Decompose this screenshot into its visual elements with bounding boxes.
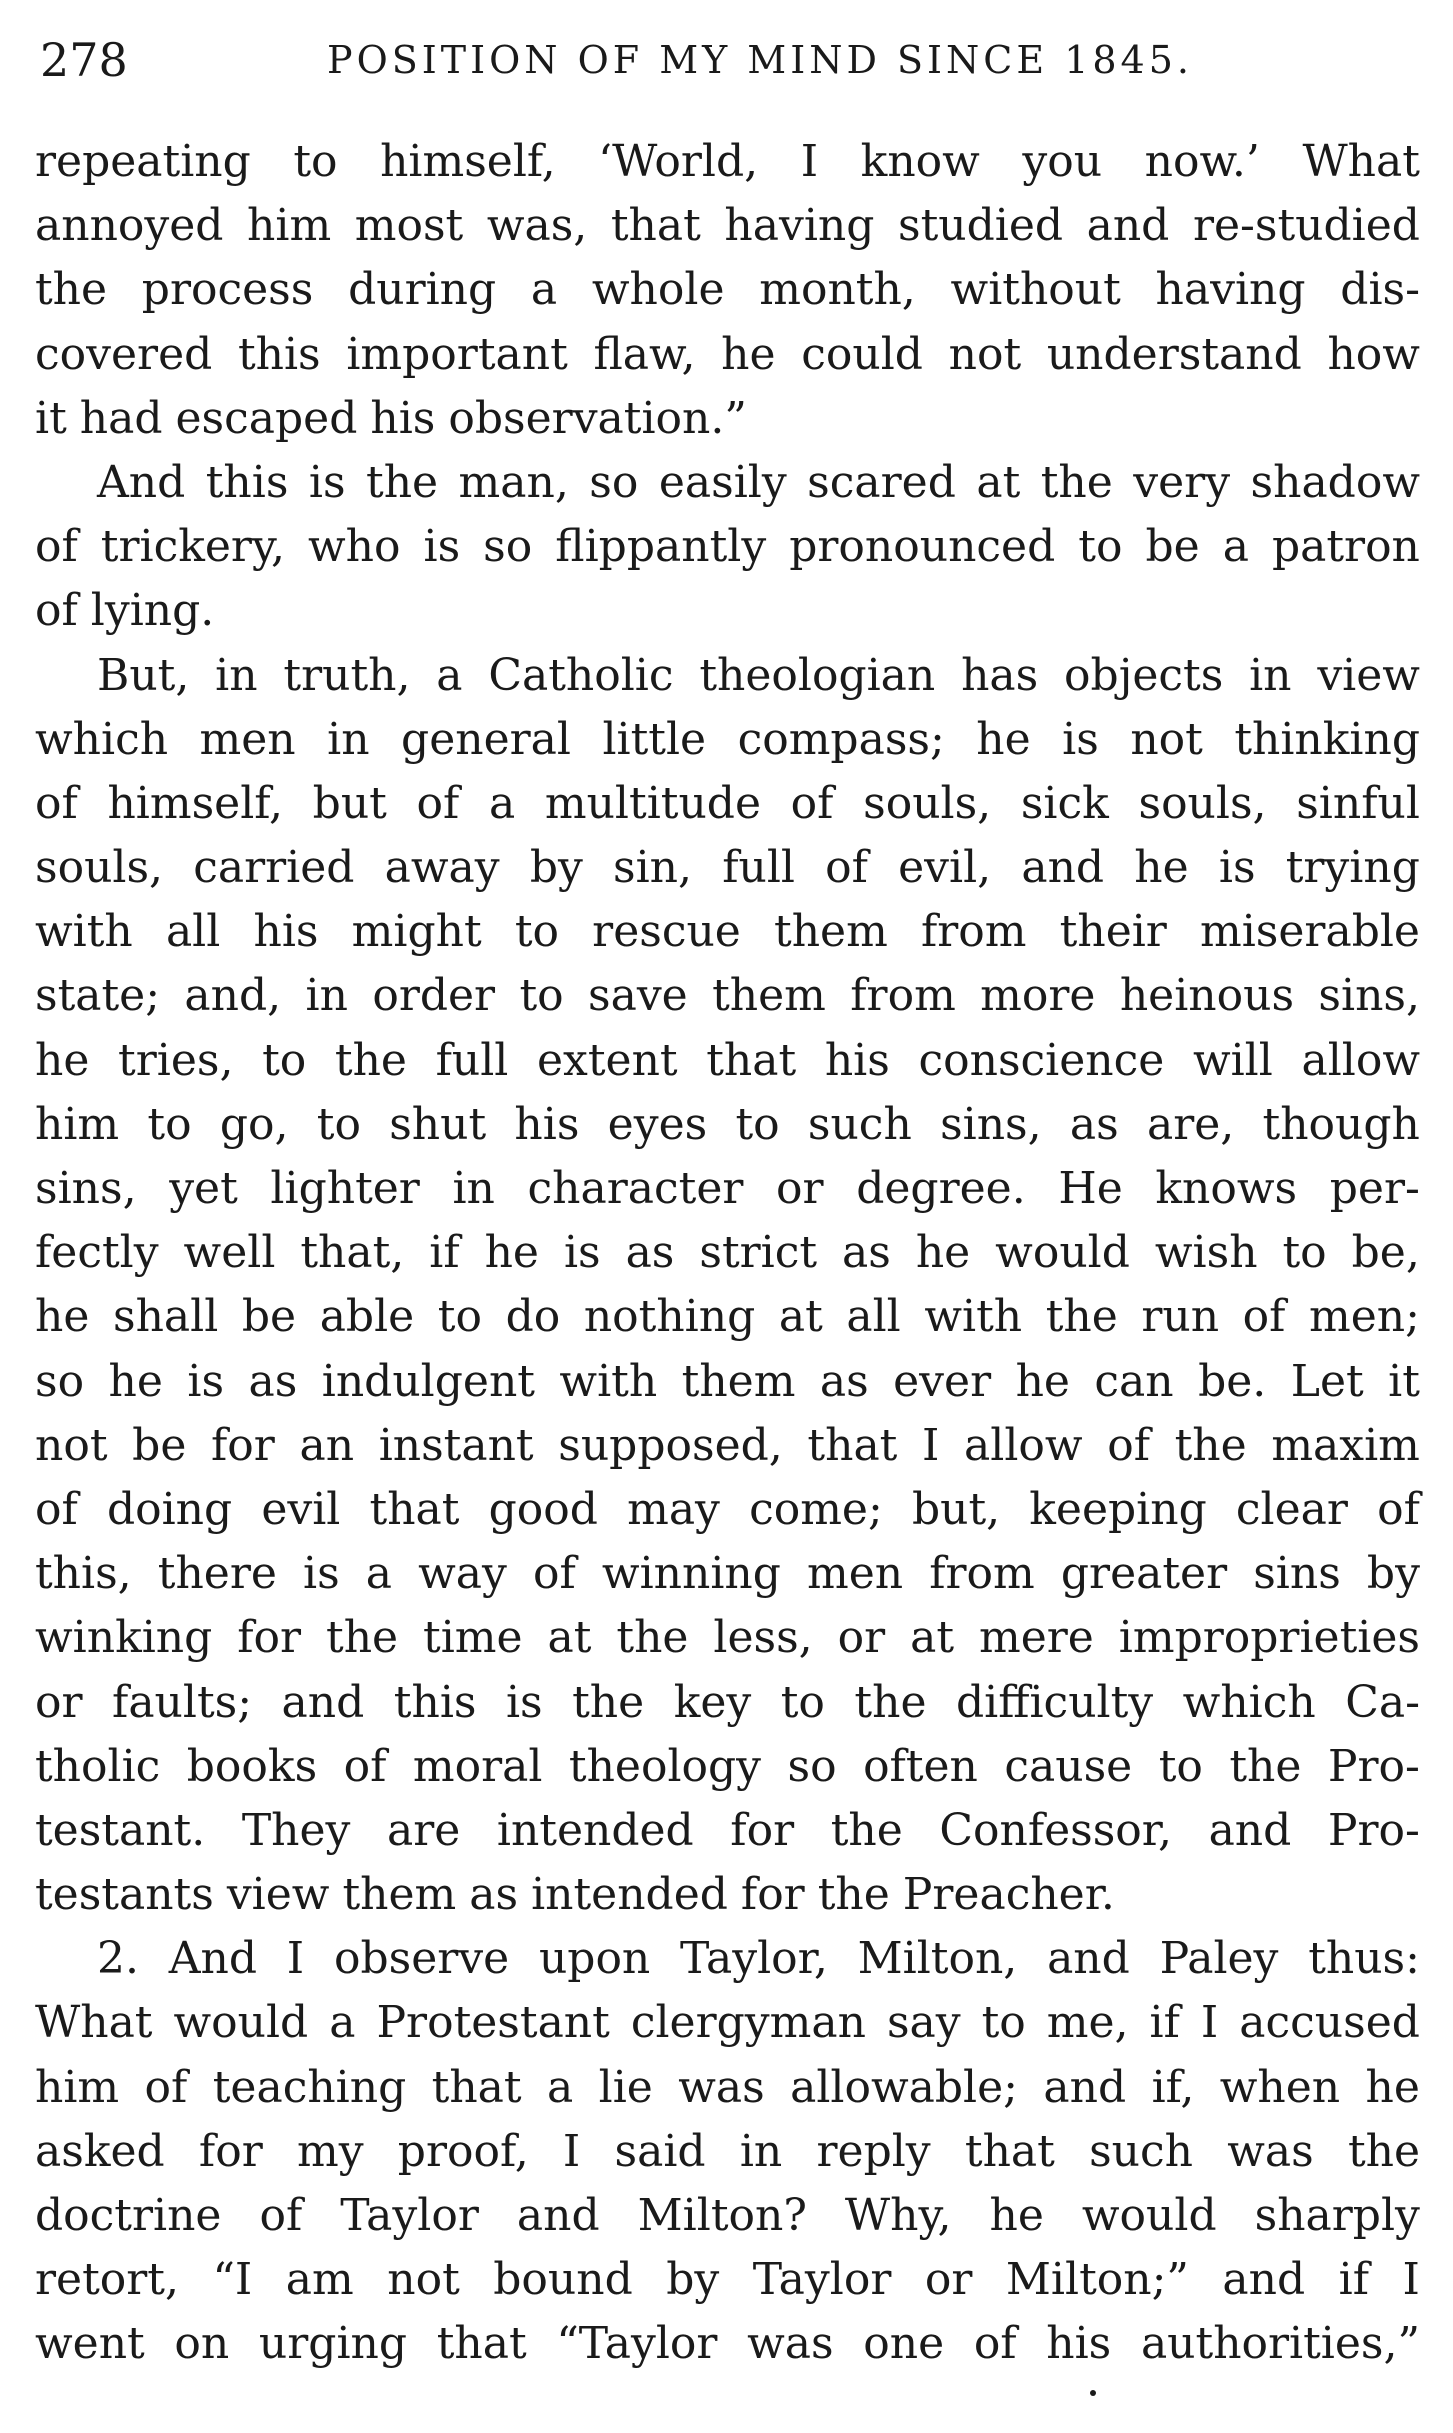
text-line: or faults; and this is the key to the difficulty which Ca- — [35, 1676, 1420, 1728]
page-number: 278 — [40, 33, 128, 87]
text-line: with all his might to rescue them from their miserable — [35, 906, 1420, 958]
text-line: him to go, to shut his eyes to such sins, as are, though — [35, 1098, 1420, 1150]
text-line: so he is as indulgent with them as ever he can be. Let it — [35, 1355, 1420, 1407]
text-line: him of teaching that a lie was allowable; and if, when he — [35, 2061, 1420, 2113]
text-line: covered this important flaw, he could not understand how — [35, 328, 1420, 380]
text-line: of himself, but of a multitude of souls, sick souls, sinful — [35, 777, 1420, 829]
text-line: testant. They are intended for the Confessor, and Pro- — [35, 1804, 1420, 1856]
running-head — [40, 30, 1420, 90]
text-line: of lying. — [35, 585, 215, 637]
text-line: souls, carried away by sin, full of evil, and he is trying — [35, 842, 1420, 894]
text-line: which men in general little compass; he is not thinking — [35, 713, 1420, 765]
text-line: retort, “I am not bound by Taylor or Milton;” and if I — [35, 2254, 1420, 2306]
ink-speck — [1090, 2390, 1096, 2396]
text-line: annoyed him most was, that having studied and re-studied — [35, 200, 1420, 252]
text-line: What would a Protestant clergyman say to me, if I accused — [35, 1997, 1420, 2049]
text-line: asked for my proof, I said in reply that such was the — [35, 2125, 1420, 2177]
text-line: doctrine of Taylor and Milton? Why, he would sharply — [35, 2190, 1420, 2241]
text-line: tholic books of moral theology so often cause to the Pro- — [35, 1740, 1420, 1792]
text-line: he tries, to the full extent that his conscience will allow — [35, 1034, 1420, 1086]
text-line: not be for an instant supposed, that I allow of the maxim — [35, 1419, 1420, 1471]
text-line: testants view them as intended for the Preacher. — [35, 1869, 1115, 1921]
text-line: the process during a whole month, without having dis- — [35, 264, 1420, 316]
text-line: state; and, in order to save them from more heinous sins, — [35, 970, 1420, 1022]
text-line: it had escaped his observation.” — [35, 392, 747, 444]
text-line: went on urging that “Taylor was one of his authorities,” — [35, 2318, 1420, 2370]
text-line: 2. And I observe upon Taylor, Milton, and Paley thus: — [97, 1933, 1420, 1985]
text-line: of trickery, who is so flippantly pronounced to be a patron — [35, 521, 1420, 573]
text-line: fectly well that, if he is as strict as he would wish to be, — [35, 1227, 1420, 1279]
text-line: this, there is a way of winning men from greater sins by — [35, 1548, 1420, 1600]
text-line: sins, yet lighter in character or degree. He knows per- — [35, 1163, 1420, 1214]
running-title: POSITION OF MY MIND SINCE 1845. — [327, 38, 1193, 82]
text-line: he shall be able to do nothing at all with the run of men; — [35, 1291, 1420, 1343]
text-line: But, in truth, a Catholic theologian has objects in view — [97, 649, 1420, 701]
body-text — [35, 130, 1420, 2377]
text-line: winking for the time at the less, or at mere improprieties — [35, 1612, 1420, 1664]
text-line: And this is the man, so easily scared at the very shadow — [97, 456, 1420, 508]
text-line: repeating to himself, ‘World, I know you now.’ What — [35, 136, 1420, 187]
text-line: of doing evil that good may come; but, keeping clear of — [35, 1483, 1420, 1535]
